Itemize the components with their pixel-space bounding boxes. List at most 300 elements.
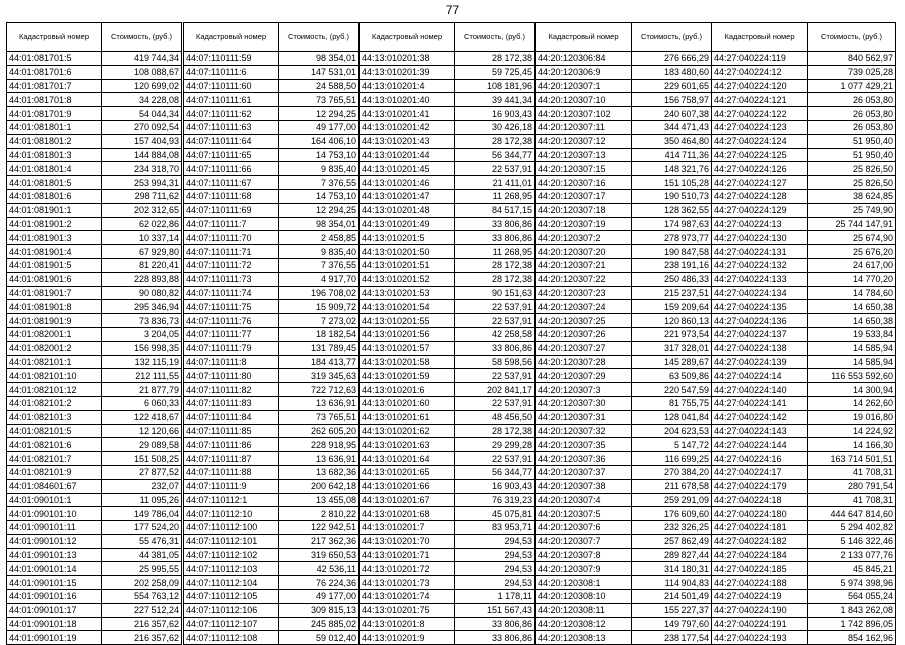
cadastral-number-cell: 44:07:110111:60	[184, 79, 279, 93]
cadastral-number-cell: 44:27:040224:126	[712, 162, 808, 176]
table-row	[536, 590, 712, 604]
cadastral-number-cell: 44:13:010201:64	[360, 452, 455, 466]
table-row	[712, 534, 896, 548]
cost-cell: 184 413,77	[279, 355, 359, 369]
cost-cell: 176 609,60	[632, 507, 712, 521]
cadastral-number-cell: 44:13:010201:53	[360, 286, 455, 300]
cost-cell: 25 674,90	[808, 231, 896, 245]
cadastral-number-cell: 44:20:120307:8	[536, 548, 632, 562]
cost-cell: 41 708,31	[808, 465, 896, 479]
cadastral-number-cell: 44:13:010201:60	[360, 396, 455, 410]
cost-cell: 294,53	[455, 548, 535, 562]
cost-cell: 132 115,19	[102, 355, 182, 369]
cost-cell: 19 016,80	[808, 410, 896, 424]
table-row	[536, 148, 712, 162]
cadastral-number-cell: 44:01:082101:1	[7, 355, 102, 369]
cadastral-number-cell: 44:13:010201:72	[360, 562, 455, 576]
header-cadastral-number: Кадастровый номер	[184, 23, 279, 52]
cadastral-number-cell: 44:20:120308:12	[536, 617, 632, 631]
cost-cell: 220 547,59	[632, 383, 712, 397]
cadastral-number-cell: 44:13:010201:75	[360, 603, 455, 617]
table-row	[7, 452, 182, 466]
cadastral-number-cell: 44:13:010201:57	[360, 341, 455, 355]
table-row	[184, 396, 359, 410]
table-row	[536, 272, 712, 286]
table-row	[712, 314, 896, 328]
table-row	[7, 52, 182, 66]
cost-cell: 215 237,51	[632, 286, 712, 300]
table-row	[7, 424, 182, 438]
header-cost: Стоимость, (руб.)	[102, 23, 182, 52]
cadastral-number-cell: 44:13:010201:52	[360, 272, 455, 286]
cadastral-number-cell: 44:07:110112:101	[184, 534, 279, 548]
cadastral-number-cell: 44:20:120307:38	[536, 479, 632, 493]
cadastral-number-cell: 44:20:120307:18	[536, 203, 632, 217]
table-row	[712, 603, 896, 617]
table-row	[7, 355, 182, 369]
cost-cell: 190 847,58	[632, 245, 712, 259]
table-row	[360, 300, 535, 314]
cadastral-number-cell: 44:27:040224:142	[712, 410, 808, 424]
cost-cell: 28 172,38	[455, 272, 535, 286]
table-header-row	[712, 23, 896, 52]
cost-cell: 45 845,21	[808, 562, 896, 576]
table-row	[360, 617, 535, 631]
table-row	[7, 107, 182, 121]
cadastral-number-cell: 44:07:110111:70	[184, 231, 279, 245]
cost-cell: 29 089,58	[102, 438, 182, 452]
cost-cell: 56 344,77	[455, 465, 535, 479]
cadastral-number-cell: 44:01:081701:6	[7, 65, 102, 79]
table-row	[7, 562, 182, 576]
cost-cell: 14 585,94	[808, 341, 896, 355]
cadastral-number-cell: 44:13:010201:58	[360, 355, 455, 369]
cost-cell: 26 053,80	[808, 93, 896, 107]
table-row	[184, 424, 359, 438]
table-row	[7, 65, 182, 79]
cost-cell: 14 650,38	[808, 314, 896, 328]
table-row	[712, 493, 896, 507]
cadastral-number-cell: 44:27:040224:18	[712, 493, 808, 507]
table-row	[712, 396, 896, 410]
table-row	[536, 576, 712, 590]
cost-cell: 295 346,94	[102, 300, 182, 314]
table-row	[7, 245, 182, 259]
cost-cell: 317 328,01	[632, 341, 712, 355]
cadastral-number-cell: 44:20:120308:10	[536, 590, 632, 604]
cost-cell: 722 712,63	[279, 383, 359, 397]
cadastral-number-cell: 44:20:120307:6	[536, 521, 632, 535]
cost-cell: 18 182,54	[279, 327, 359, 341]
cost-cell: 151 508,25	[102, 452, 182, 466]
table-row	[184, 203, 359, 217]
cost-cell: 228 918,95	[279, 438, 359, 452]
cadastral-table-3	[359, 22, 535, 645]
table-row	[360, 438, 535, 452]
cadastral-number-cell: 44:27:040224:134	[712, 286, 808, 300]
cadastral-number-cell: 44:27:040224:137	[712, 327, 808, 341]
cadastral-number-cell: 44:07:110111:66	[184, 162, 279, 176]
table-row	[712, 507, 896, 521]
cost-cell: 14 166,30	[808, 438, 896, 452]
table-row	[712, 465, 896, 479]
cost-cell: 156 998,35	[102, 341, 182, 355]
cost-cell: 48 456,50	[455, 410, 535, 424]
cost-cell: 2 458,85	[279, 231, 359, 245]
cost-cell: 202 312,65	[102, 203, 182, 217]
cadastral-number-cell: 44:07:110112:100	[184, 521, 279, 535]
cadastral-number-cell: 44:20:120306:9	[536, 65, 632, 79]
cadastral-number-cell: 44:01:081901:1	[7, 203, 102, 217]
cost-cell: 22 537,91	[455, 300, 535, 314]
table-row	[536, 479, 712, 493]
table-row	[360, 507, 535, 521]
table-row	[536, 120, 712, 134]
table-row	[7, 217, 182, 231]
cost-cell: 41 708,31	[808, 493, 896, 507]
cost-cell: 7 376,55	[279, 258, 359, 272]
cadastral-number-cell: 44:13:010201:5	[360, 231, 455, 245]
cost-cell: 270 092,54	[102, 120, 182, 134]
table-row	[360, 314, 535, 328]
table-header-row	[184, 23, 359, 52]
table-row	[712, 576, 896, 590]
table-row	[184, 231, 359, 245]
table-row	[712, 562, 896, 576]
cadastral-number-cell: 44:07:110111:68	[184, 189, 279, 203]
cost-cell: 739 025,28	[808, 65, 896, 79]
cost-cell: 14 784,60	[808, 286, 896, 300]
cost-cell: 19 533,84	[808, 327, 896, 341]
cadastral-number-cell: 44:27:040224:193	[712, 631, 808, 645]
table-row	[360, 93, 535, 107]
table-row	[184, 314, 359, 328]
table-row	[360, 452, 535, 466]
cost-cell: 30 426,18	[455, 120, 535, 134]
cadastral-number-cell: 44:07:110111:77	[184, 327, 279, 341]
cost-cell: 27 877,52	[102, 465, 182, 479]
cadastral-number-cell: 44:01:081701:5	[7, 52, 102, 66]
cost-cell: 25 995,55	[102, 562, 182, 576]
cost-cell: 145 289,67	[632, 355, 712, 369]
table-row	[712, 203, 896, 217]
table-row	[360, 493, 535, 507]
cadastral-number-cell: 44:07:110111:86	[184, 438, 279, 452]
cost-cell: 108 181,96	[455, 79, 535, 93]
table-row	[7, 286, 182, 300]
table-row	[536, 507, 712, 521]
cadastral-number-cell: 44:27:040224:190	[712, 603, 808, 617]
cadastral-number-cell: 44:13:010201:54	[360, 300, 455, 314]
cadastral-number-cell: 44:07:110111:64	[184, 134, 279, 148]
cadastral-number-cell: 44:27:040224:184	[712, 548, 808, 562]
cadastral-number-cell: 44:20:120307:15	[536, 162, 632, 176]
table-row	[184, 120, 359, 134]
cadastral-number-cell: 44:20:120307:3	[536, 383, 632, 397]
cost-cell: 21 877,79	[102, 383, 182, 397]
table-row	[712, 148, 896, 162]
cost-cell: 245 885,02	[279, 617, 359, 631]
cost-cell: 7 376,55	[279, 176, 359, 190]
table-row	[536, 162, 712, 176]
cadastral-number-cell: 44:01:090101:18	[7, 617, 102, 631]
cost-cell: 854 162,96	[808, 631, 896, 645]
cost-cell: 98 354,01	[279, 52, 359, 66]
table-row	[360, 272, 535, 286]
cost-cell: 16 903,43	[455, 107, 535, 121]
table-row	[536, 534, 712, 548]
cadastral-number-cell: 44:27:040224:127	[712, 176, 808, 190]
table-row	[7, 534, 182, 548]
cost-cell: 216 357,62	[102, 631, 182, 645]
cost-cell: 73 765,51	[279, 410, 359, 424]
cadastral-number-cell: 44:07:110111:85	[184, 424, 279, 438]
cost-cell: 211 678,58	[632, 479, 712, 493]
cost-cell: 98 354,01	[279, 217, 359, 231]
cadastral-number-cell: 44:27:040224:16	[712, 452, 808, 466]
cost-cell: 151 567,43	[455, 603, 535, 617]
table-row	[360, 631, 535, 645]
cost-cell: 120 860,13	[632, 314, 712, 328]
cadastral-number-cell: 44:01:081901:4	[7, 245, 102, 259]
cost-cell: 163 714 501,51	[808, 452, 896, 466]
cost-cell: 177 524,20	[102, 521, 182, 535]
table-row	[712, 327, 896, 341]
cadastral-number-cell: 44:01:090101:17	[7, 603, 102, 617]
table-row	[360, 231, 535, 245]
cost-cell: 12 294,25	[279, 203, 359, 217]
page-number: 77	[445, 3, 460, 17]
cadastral-number-cell: 44:07:110112:106	[184, 603, 279, 617]
cadastral-number-cell: 44:20:120307:7	[536, 534, 632, 548]
table-row	[7, 162, 182, 176]
table-row	[712, 286, 896, 300]
cadastral-number-cell: 44:07:110111:87	[184, 452, 279, 466]
cadastral-number-cell: 44:20:120307:20	[536, 245, 632, 259]
table-row	[360, 79, 535, 93]
header-cost: Стоимость, (руб.)	[455, 23, 535, 52]
cost-cell: 14 753,10	[279, 189, 359, 203]
table-row	[712, 548, 896, 562]
table-row	[184, 452, 359, 466]
table-row	[536, 231, 712, 245]
cadastral-number-cell: 44:13:010201:59	[360, 369, 455, 383]
cadastral-number-cell: 44:07:110111:88	[184, 465, 279, 479]
cadastral-number-cell: 44:20:120308:13	[536, 631, 632, 645]
cadastral-number-cell: 44:13:010201:74	[360, 590, 455, 604]
table-row	[712, 245, 896, 259]
table-row	[184, 286, 359, 300]
cadastral-number-cell: 44:13:010201:6	[360, 383, 455, 397]
cadastral-number-cell: 44:13:010201:51	[360, 258, 455, 272]
cost-cell: 259 291,09	[632, 493, 712, 507]
cadastral-number-cell: 44:13:010201:63	[360, 438, 455, 452]
table-row	[184, 341, 359, 355]
table-row	[7, 327, 182, 341]
table-row	[7, 93, 182, 107]
table-row	[360, 424, 535, 438]
cadastral-number-cell: 44:01:081901:7	[7, 286, 102, 300]
cadastral-number-cell: 44:01:082101:9	[7, 465, 102, 479]
cadastral-number-cell: 44:27:040224:182	[712, 534, 808, 548]
cadastral-number-cell: 44:01:090101:10	[7, 507, 102, 521]
cadastral-cost-table	[6, 22, 182, 645]
table-row	[184, 327, 359, 341]
table-row	[184, 93, 359, 107]
table-row	[360, 107, 535, 121]
cost-cell: 81 220,41	[102, 258, 182, 272]
cadastral-number-cell: 44:20:120307:102	[536, 107, 632, 121]
cadastral-number-cell: 44:01:081801:2	[7, 134, 102, 148]
table-row	[184, 438, 359, 452]
cost-cell: 11 268,95	[455, 245, 535, 259]
table-row	[7, 148, 182, 162]
table-row	[712, 617, 896, 631]
cost-cell: 1 077 429,21	[808, 79, 896, 93]
cost-cell: 228 893,88	[102, 272, 182, 286]
cadastral-number-cell: 44:27:040224:141	[712, 396, 808, 410]
table-row	[536, 258, 712, 272]
cost-cell: 183 480,60	[632, 65, 712, 79]
table-row	[712, 300, 896, 314]
cadastral-number-cell: 44:01:081801:5	[7, 176, 102, 190]
cost-cell: 294,53	[455, 576, 535, 590]
header-cost: Стоимость, (руб.)	[632, 23, 712, 52]
cadastral-number-cell: 44:20:120307:32	[536, 424, 632, 438]
table-row	[7, 120, 182, 134]
cadastral-number-cell: 44:01:081801:4	[7, 162, 102, 176]
cost-cell: 42 536,11	[279, 562, 359, 576]
cadastral-number-cell: 44:07:110111:83	[184, 396, 279, 410]
cost-cell: 26 053,80	[808, 120, 896, 134]
cadastral-number-cell: 44:07:110111:76	[184, 314, 279, 328]
cadastral-number-cell: 44:13:010201:68	[360, 507, 455, 521]
cost-cell: 11 095,26	[102, 493, 182, 507]
cost-cell: 156 758,97	[632, 93, 712, 107]
cost-cell: 294,53	[455, 562, 535, 576]
table-row	[360, 548, 535, 562]
cadastral-number-cell: 44:13:010201:46	[360, 176, 455, 190]
table-row	[184, 65, 359, 79]
table-row	[7, 231, 182, 245]
cost-cell: 148 321,76	[632, 162, 712, 176]
cadastral-number-cell: 44:20:120307:31	[536, 410, 632, 424]
cadastral-number-cell: 44:01:081701:9	[7, 107, 102, 121]
cost-cell: 221 973,54	[632, 327, 712, 341]
table-row	[712, 162, 896, 176]
table-row	[184, 383, 359, 397]
cost-cell: 25 826,50	[808, 176, 896, 190]
table-row	[536, 355, 712, 369]
cadastral-number-cell: 44:20:120307:9	[536, 562, 632, 576]
cadastral-number-cell: 44:01:090101:1	[7, 493, 102, 507]
cadastral-number-cell: 44:07:110111:71	[184, 245, 279, 259]
cadastral-cost-table	[711, 22, 896, 645]
header-cadastral-number: Кадастровый номер	[712, 23, 808, 52]
cost-cell: 90 151,63	[455, 286, 535, 300]
table-row	[7, 300, 182, 314]
cadastral-number-cell: 44:20:120307:36	[536, 452, 632, 466]
table-row	[536, 203, 712, 217]
cost-cell: 26 053,80	[808, 107, 896, 121]
cadastral-number-cell: 44:27:040224:120	[712, 79, 808, 93]
cadastral-number-cell: 44:20:120307:1	[536, 79, 632, 93]
cost-cell: 22 537,91	[455, 369, 535, 383]
cost-cell: 314 180,31	[632, 562, 712, 576]
cadastral-number-cell: 44:13:010201:41	[360, 107, 455, 121]
cost-cell: 116 699,25	[632, 452, 712, 466]
cadastral-number-cell: 44:27:040224:129	[712, 203, 808, 217]
cost-cell: 56 344,77	[455, 148, 535, 162]
table-header-row	[536, 23, 712, 52]
cost-cell: 58 598,56	[455, 355, 535, 369]
cost-cell: 59 012,40	[279, 631, 359, 645]
table-row	[184, 507, 359, 521]
table-row	[184, 107, 359, 121]
table-row	[712, 452, 896, 466]
cadastral-number-cell: 44:20:120307:22	[536, 272, 632, 286]
cadastral-number-cell: 44:01:082101:10	[7, 369, 102, 383]
cadastral-table-1	[6, 22, 182, 645]
cost-cell: 3 204,05	[102, 327, 182, 341]
cadastral-number-cell: 44:27:040224:123	[712, 120, 808, 134]
table-row	[360, 534, 535, 548]
cost-cell: 76 224,36	[279, 576, 359, 590]
cost-cell: 6 060,33	[102, 396, 182, 410]
table-row	[712, 258, 896, 272]
table-row	[536, 300, 712, 314]
cadastral-number-cell: 44:01:082101:7	[7, 452, 102, 466]
table-row	[7, 258, 182, 272]
cadastral-number-cell: 44:07:110111:63	[184, 120, 279, 134]
cost-cell: 131 789,45	[279, 341, 359, 355]
cost-cell: 5 974 398,96	[808, 576, 896, 590]
cadastral-number-cell: 44:01:090101:19	[7, 631, 102, 645]
table-row	[712, 120, 896, 134]
table-row	[712, 383, 896, 397]
cost-cell: 34 228,08	[102, 93, 182, 107]
cost-cell: 116 553 592,60	[808, 369, 896, 383]
cost-cell: 38 624,85	[808, 189, 896, 203]
cadastral-number-cell: 44:13:010201:49	[360, 217, 455, 231]
table-row	[536, 65, 712, 79]
cadastral-number-cell: 44:20:120307:12	[536, 134, 632, 148]
cadastral-number-cell: 44:07:110112:102	[184, 548, 279, 562]
cadastral-number-cell: 44:07:110112:107	[184, 617, 279, 631]
cadastral-number-cell: 44:01:081901:9	[7, 314, 102, 328]
cadastral-number-cell: 44:13:010201:71	[360, 548, 455, 562]
table-row	[184, 562, 359, 576]
table-row	[712, 590, 896, 604]
cost-cell: 257 862,49	[632, 534, 712, 548]
cadastral-number-cell: 44:13:010201:61	[360, 410, 455, 424]
cadastral-number-cell: 44:27:040224:125	[712, 148, 808, 162]
cadastral-number-cell: 44:20:120307:30	[536, 396, 632, 410]
table-row	[7, 189, 182, 203]
cost-cell: 14 224,92	[808, 424, 896, 438]
cadastral-number-cell: 44:01:084601:67	[7, 479, 102, 493]
table-row	[360, 576, 535, 590]
cadastral-number-cell: 44:20:120307:29	[536, 369, 632, 383]
cadastral-number-cell: 44:13:010201:42	[360, 120, 455, 134]
cadastral-table-4	[535, 22, 712, 645]
cost-cell: 202 841,17	[455, 383, 535, 397]
table-row	[536, 93, 712, 107]
cost-cell: 240 607,38	[632, 107, 712, 121]
cost-cell: 49 177,00	[279, 590, 359, 604]
cost-cell: 238 177,54	[632, 631, 712, 645]
table-row	[360, 590, 535, 604]
